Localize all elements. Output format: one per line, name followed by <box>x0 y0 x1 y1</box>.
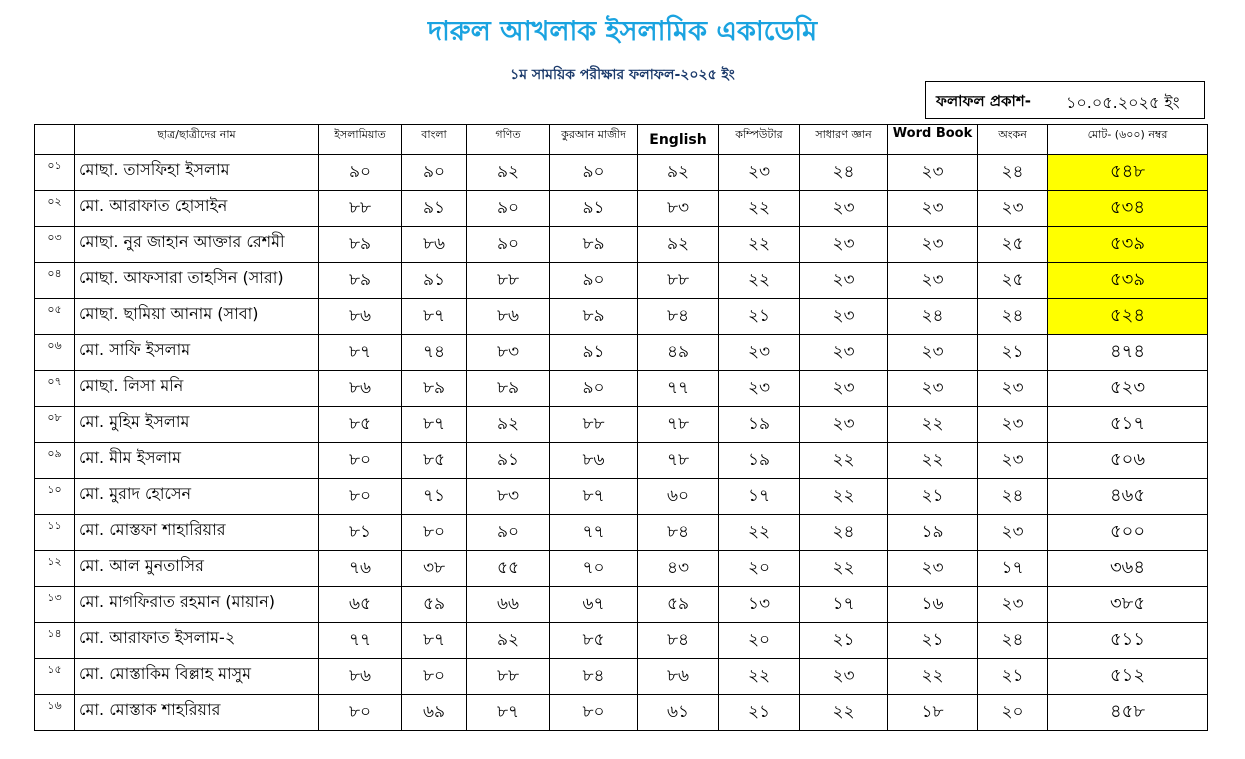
col-header-drawing: অংকন <box>978 125 1048 155</box>
drawing-mark-cell: ২১ <box>978 659 1048 695</box>
english-mark-cell: ৬১ <box>638 695 719 731</box>
english-mark-cell: ৪৩ <box>638 551 719 587</box>
word-book-mark-cell: ২৩ <box>888 263 978 299</box>
bangla-mark-cell: ৮৭ <box>402 623 467 659</box>
serial-cell: ১৫ <box>35 659 75 695</box>
english-mark-cell: ৬০ <box>638 479 719 515</box>
drawing-mark-cell: ২৪ <box>978 479 1048 515</box>
bangla-mark-cell: ৮৭ <box>402 407 467 443</box>
word-book-mark-cell: ১৮ <box>888 695 978 731</box>
islamiat-mark-cell: ৭৭ <box>319 623 402 659</box>
table-row <box>35 299 1208 335</box>
total-mark-cell: ৩৬৪ <box>1048 551 1208 587</box>
page-title: দারুল আখলাক ইসলামিক একাডেমি <box>427 16 818 47</box>
quran-mark-cell: ৮৬ <box>550 443 638 479</box>
english-mark-cell: ৮৮ <box>638 263 719 299</box>
bangla-mark-cell: ৮০ <box>402 659 467 695</box>
table-row <box>35 227 1208 263</box>
computer-mark-cell: ২১ <box>719 299 800 335</box>
general-knowledge-mark-cell: ২৩ <box>800 299 888 335</box>
computer-mark-cell: ২২ <box>719 515 800 551</box>
table-row <box>35 479 1208 515</box>
computer-mark-cell: ২১ <box>719 695 800 731</box>
total-mark-cell: ৫০৬ <box>1048 443 1208 479</box>
quran-mark-cell: ৯০ <box>550 155 638 191</box>
computer-mark-cell: ২৩ <box>719 335 800 371</box>
serial-cell: ০৪ <box>35 263 75 299</box>
quran-mark-cell: ৯০ <box>550 371 638 407</box>
bangla-mark-cell: ৯০ <box>402 155 467 191</box>
student-name-cell: মো. সাফি ইসলাম <box>75 335 319 371</box>
word-book-mark-cell: ২১ <box>888 623 978 659</box>
math-mark-cell: ৮৯ <box>467 371 550 407</box>
total-mark-cell: ৫৪৮ <box>1048 155 1208 191</box>
bangla-mark-cell: ৫৯ <box>402 587 467 623</box>
islamiat-mark-cell: ৮০ <box>319 479 402 515</box>
word-book-mark-cell: ২১ <box>888 479 978 515</box>
table-row <box>35 443 1208 479</box>
english-mark-cell: ৯২ <box>638 155 719 191</box>
computer-mark-cell: ১৭ <box>719 479 800 515</box>
quran-mark-cell: ৬৭ <box>550 587 638 623</box>
english-mark-cell: ৮৪ <box>638 623 719 659</box>
publish-date: ১০.০৫.২০২৫ ইং <box>1066 93 1180 112</box>
bangla-mark-cell: ৮৫ <box>402 443 467 479</box>
quran-mark-cell: ৯১ <box>550 335 638 371</box>
drawing-mark-cell: ১৭ <box>978 551 1048 587</box>
islamiat-mark-cell: ৮৯ <box>319 227 402 263</box>
math-mark-cell: ৮৩ <box>467 479 550 515</box>
total-mark-cell: ৫৩৯ <box>1048 227 1208 263</box>
islamiat-mark-cell: ৮০ <box>319 695 402 731</box>
bangla-mark-cell: ৮৬ <box>402 227 467 263</box>
col-header-math: গণিত <box>467 125 550 155</box>
general-knowledge-mark-cell: ২৩ <box>800 227 888 263</box>
student-name-cell: মো. মোস্তফা শাহারিয়ার <box>75 515 319 551</box>
math-mark-cell: ৯০ <box>467 191 550 227</box>
quran-mark-cell: ৮৯ <box>550 299 638 335</box>
word-book-mark-cell: ২২ <box>888 443 978 479</box>
general-knowledge-mark-cell: ২২ <box>800 695 888 731</box>
bangla-mark-cell: ৯১ <box>402 263 467 299</box>
col-header-bangla: বাংলা <box>402 125 467 155</box>
drawing-mark-cell: ২০ <box>978 695 1048 731</box>
student-name-cell: মো. মুরাদ হোসেন <box>75 479 319 515</box>
word-book-mark-cell: ২৩ <box>888 335 978 371</box>
serial-cell: ১৪ <box>35 623 75 659</box>
col-header-general-knowledge: সাধারণ জ্ঞান <box>800 125 888 155</box>
islamiat-mark-cell: ৮৭ <box>319 335 402 371</box>
table-row <box>35 659 1208 695</box>
computer-mark-cell: ২০ <box>719 551 800 587</box>
general-knowledge-mark-cell: ২৩ <box>800 659 888 695</box>
col-header-word-book: Word Book <box>888 125 978 155</box>
math-mark-cell: ৯০ <box>467 515 550 551</box>
computer-mark-cell: ১৩ <box>719 587 800 623</box>
drawing-mark-cell: ২১ <box>978 335 1048 371</box>
drawing-mark-cell: ২৩ <box>978 443 1048 479</box>
quran-mark-cell: ৮৮ <box>550 407 638 443</box>
general-knowledge-mark-cell: ২৪ <box>800 155 888 191</box>
col-header-serial <box>35 125 75 155</box>
total-mark-cell: ৩৮৫ <box>1048 587 1208 623</box>
islamiat-mark-cell: ৮৬ <box>319 299 402 335</box>
quran-mark-cell: ৮০ <box>550 695 638 731</box>
computer-mark-cell: ২৩ <box>719 371 800 407</box>
serial-cell: ০৮ <box>35 407 75 443</box>
serial-cell: ১৬ <box>35 695 75 731</box>
general-knowledge-mark-cell: ২৪ <box>800 515 888 551</box>
student-name-cell: মোছা. আফসারা তাহসিন (সারা) <box>75 263 319 299</box>
student-name-cell: মোছা. নুর জাহান আক্তার রেশমী <box>75 227 319 263</box>
general-knowledge-mark-cell: ২৩ <box>800 407 888 443</box>
total-mark-cell: ৫৩৪ <box>1048 191 1208 227</box>
general-knowledge-mark-cell: ২১ <box>800 623 888 659</box>
total-mark-cell: ৫২৩ <box>1048 371 1208 407</box>
math-mark-cell: ৮৩ <box>467 335 550 371</box>
student-name-cell: মো. আল মুনতাসির <box>75 551 319 587</box>
math-mark-cell: ৯১ <box>467 443 550 479</box>
word-book-mark-cell: ২৩ <box>888 155 978 191</box>
table-row <box>35 335 1208 371</box>
table-row <box>35 551 1208 587</box>
islamiat-mark-cell: ৮০ <box>319 443 402 479</box>
math-mark-cell: ৯২ <box>467 407 550 443</box>
islamiat-mark-cell: ৭৬ <box>319 551 402 587</box>
table-row <box>35 695 1208 731</box>
total-mark-cell: ৫৩৯ <box>1048 263 1208 299</box>
computer-mark-cell: ২০ <box>719 623 800 659</box>
islamiat-mark-cell: ৮৮ <box>319 191 402 227</box>
quran-mark-cell: ৮৯ <box>550 227 638 263</box>
word-book-mark-cell: ১৬ <box>888 587 978 623</box>
quran-mark-cell: ৯১ <box>550 191 638 227</box>
serial-cell: ১২ <box>35 551 75 587</box>
serial-cell: ০৫ <box>35 299 75 335</box>
serial-cell: ০৯ <box>35 443 75 479</box>
table-row <box>35 191 1208 227</box>
total-mark-cell: ৪৭৪ <box>1048 335 1208 371</box>
bangla-mark-cell: ৭৪ <box>402 335 467 371</box>
word-book-mark-cell: ২৩ <box>888 371 978 407</box>
islamiat-mark-cell: ৮৬ <box>319 659 402 695</box>
english-mark-cell: ৮৩ <box>638 191 719 227</box>
general-knowledge-mark-cell: ২৩ <box>800 191 888 227</box>
english-mark-cell: ৭৭ <box>638 371 719 407</box>
computer-mark-cell: ১৯ <box>719 443 800 479</box>
col-header-name: ছাত্র/ছাত্রীদের নাম <box>75 125 319 155</box>
quran-mark-cell: ৮৪ <box>550 659 638 695</box>
bangla-mark-cell: ৮৯ <box>402 371 467 407</box>
bangla-mark-cell: ৮০ <box>402 515 467 551</box>
math-mark-cell: ৯২ <box>467 623 550 659</box>
serial-cell: ১০ <box>35 479 75 515</box>
total-mark-cell: ৫১২ <box>1048 659 1208 695</box>
islamiat-mark-cell: ৮১ <box>319 515 402 551</box>
english-mark-cell: ৮৪ <box>638 299 719 335</box>
general-knowledge-mark-cell: ২২ <box>800 551 888 587</box>
math-mark-cell: ৯২ <box>467 155 550 191</box>
serial-cell: ০৬ <box>35 335 75 371</box>
islamiat-mark-cell: ৮৬ <box>319 371 402 407</box>
computer-mark-cell: ২২ <box>719 659 800 695</box>
serial-cell: ১৩ <box>35 587 75 623</box>
general-knowledge-mark-cell: ২৩ <box>800 263 888 299</box>
serial-cell: ০৭ <box>35 371 75 407</box>
english-mark-cell: ৮৬ <box>638 659 719 695</box>
general-knowledge-mark-cell: ২৩ <box>800 371 888 407</box>
table-header-row <box>35 125 1208 155</box>
word-book-mark-cell: ২৪ <box>888 299 978 335</box>
drawing-mark-cell: ২৩ <box>978 191 1048 227</box>
bangla-mark-cell: ৮৭ <box>402 299 467 335</box>
general-knowledge-mark-cell: ২২ <box>800 443 888 479</box>
english-mark-cell: ৫৯ <box>638 587 719 623</box>
quran-mark-cell: ৯০ <box>550 263 638 299</box>
drawing-mark-cell: ২৫ <box>978 227 1048 263</box>
computer-mark-cell: ২২ <box>719 191 800 227</box>
col-header-quran: কুরআন মাজীদ <box>550 125 638 155</box>
general-knowledge-mark-cell: ২৩ <box>800 335 888 371</box>
quran-mark-cell: ৭৭ <box>550 515 638 551</box>
serial-cell: ০১ <box>35 155 75 191</box>
total-mark-cell: ৪৬৫ <box>1048 479 1208 515</box>
drawing-mark-cell: ২৫ <box>978 263 1048 299</box>
total-mark-cell: ৫১৭ <box>1048 407 1208 443</box>
table-row <box>35 515 1208 551</box>
table-row <box>35 155 1208 191</box>
islamiat-mark-cell: ৮৫ <box>319 407 402 443</box>
drawing-mark-cell: ২৩ <box>978 515 1048 551</box>
total-mark-cell: ৫১১ <box>1048 623 1208 659</box>
student-name-cell: মো. মীম ইসলাম <box>75 443 319 479</box>
publish-date-box <box>925 81 1205 119</box>
col-header-computer: কম্পিউটার <box>719 125 800 155</box>
math-mark-cell: ৮৮ <box>467 659 550 695</box>
table-row <box>35 263 1208 299</box>
serial-cell: ০২ <box>35 191 75 227</box>
publish-label: ফলাফল প্রকাশ- <box>936 92 1031 110</box>
student-name-cell: মো. মাগফিরাত রহমান (মায়ান) <box>75 587 319 623</box>
drawing-mark-cell: ২৪ <box>978 623 1048 659</box>
table-row <box>35 623 1208 659</box>
word-book-mark-cell: ২৩ <box>888 227 978 263</box>
word-book-mark-cell: ২২ <box>888 407 978 443</box>
computer-mark-cell: ২২ <box>719 227 800 263</box>
general-knowledge-mark-cell: ২২ <box>800 479 888 515</box>
student-name-cell: মো. মোস্তাক শাহরিয়ার <box>75 695 319 731</box>
english-mark-cell: ৭৮ <box>638 407 719 443</box>
student-name-cell: মো. আরাফাত হোসাইন <box>75 191 319 227</box>
student-name-cell: মো. আরাফাত ইসলাম-২ <box>75 623 319 659</box>
drawing-mark-cell: ২৩ <box>978 587 1048 623</box>
table-row <box>35 371 1208 407</box>
english-mark-cell: ৯২ <box>638 227 719 263</box>
bangla-mark-cell: ৯১ <box>402 191 467 227</box>
drawing-mark-cell: ২৪ <box>978 155 1048 191</box>
math-mark-cell: ৮৭ <box>467 695 550 731</box>
word-book-mark-cell: ১৯ <box>888 515 978 551</box>
bangla-mark-cell: ৬৯ <box>402 695 467 731</box>
serial-cell: ১১ <box>35 515 75 551</box>
bangla-mark-cell: ৩৮ <box>402 551 467 587</box>
islamiat-mark-cell: ৮৯ <box>319 263 402 299</box>
general-knowledge-mark-cell: ১৭ <box>800 587 888 623</box>
computer-mark-cell: ২৩ <box>719 155 800 191</box>
computer-mark-cell: ২২ <box>719 263 800 299</box>
student-name-cell: মোছা. ছামিয়া আনাম (সাবা) <box>75 299 319 335</box>
bangla-mark-cell: ৭১ <box>402 479 467 515</box>
word-book-mark-cell: ২৩ <box>888 551 978 587</box>
quran-mark-cell: ৮৫ <box>550 623 638 659</box>
math-mark-cell: ৫৫ <box>467 551 550 587</box>
math-mark-cell: ৯০ <box>467 227 550 263</box>
total-mark-cell: ৫২৪ <box>1048 299 1208 335</box>
islamiat-mark-cell: ৯০ <box>319 155 402 191</box>
drawing-mark-cell: ২৩ <box>978 371 1048 407</box>
student-name-cell: মোছা. লিসা মনি <box>75 371 319 407</box>
col-header-islamiat: ইসলামিয়াত <box>319 125 402 155</box>
math-mark-cell: ৮৮ <box>467 263 550 299</box>
english-mark-cell: ৮৪ <box>638 515 719 551</box>
student-name-cell: মো. মোস্তাকিম বিল্লাহ মাসুম <box>75 659 319 695</box>
drawing-mark-cell: ২৩ <box>978 407 1048 443</box>
table-row <box>35 587 1208 623</box>
word-book-mark-cell: ২২ <box>888 659 978 695</box>
islamiat-mark-cell: ৬৫ <box>319 587 402 623</box>
table-row <box>35 407 1208 443</box>
total-mark-cell: ৫০০ <box>1048 515 1208 551</box>
col-header-english: English <box>638 125 719 155</box>
drawing-mark-cell: ২৪ <box>978 299 1048 335</box>
word-book-mark-cell: ২৩ <box>888 191 978 227</box>
col-header-total: মোট- (৬০০) নম্বর <box>1048 125 1208 155</box>
exam-subtitle: ১ম সাময়িক পরীক্ষার ফলাফল-২০২৫ ইং <box>510 67 735 83</box>
english-mark-cell: ৪৯ <box>638 335 719 371</box>
quran-mark-cell: ৮৭ <box>550 479 638 515</box>
computer-mark-cell: ১৯ <box>719 407 800 443</box>
math-mark-cell: ৬৬ <box>467 587 550 623</box>
student-name-cell: মোছা. তাসফিহা ইসলাম <box>75 155 319 191</box>
quran-mark-cell: ৭০ <box>550 551 638 587</box>
serial-cell: ০৩ <box>35 227 75 263</box>
total-mark-cell: ৪৫৮ <box>1048 695 1208 731</box>
results-table <box>34 124 1208 731</box>
student-name-cell: মো. মুহিম ইসলাম <box>75 407 319 443</box>
math-mark-cell: ৮৬ <box>467 299 550 335</box>
english-mark-cell: ৭৮ <box>638 443 719 479</box>
